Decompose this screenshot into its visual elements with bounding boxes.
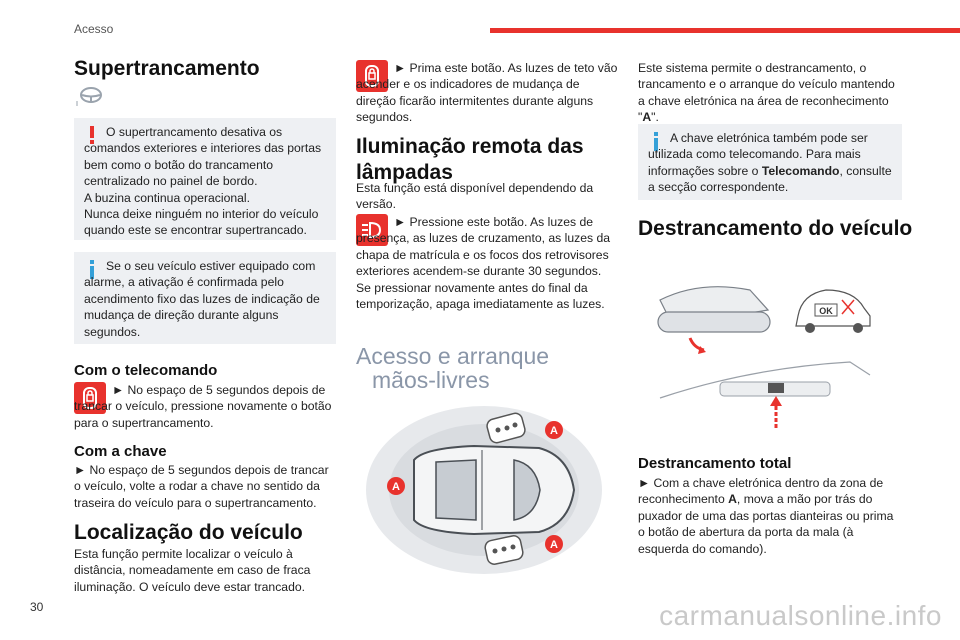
- sistema-text: Este sistema permite o destrancamento, o trancamento e o arranque do veículo mantendo a chave eletrónica na área de reconhecimento "A".: [638, 61, 895, 125]
- telecomando-text: ► No espaço de 5 segundos depois de trancar o veículo, pressione novamente o botão para o supertrancamento.: [74, 383, 332, 430]
- localizacao-text: Esta função permite localizar o veículo à distância, nomeadamente em caso de fraca iluminação. O veículo deve estar trancado.: [74, 547, 311, 594]
- car-zone-diagram: [364, 400, 604, 580]
- door-handle-illustration: [658, 287, 770, 354]
- iluminacao-intro: Esta função está disponível dependendo da versão.: [356, 181, 594, 212]
- iluminacao-heading: Iluminação remota das lâmpadas: [356, 135, 584, 184]
- ok-car-icon: [796, 290, 870, 333]
- warning-text: O supertrancamento desativa os comandos exteriores e interiores das portas bem como o botão do trancamento centralizado no painel de bordo. A buzina continua operacional. Nunca deixe ninguém no interior do veículo quando este se encontrar supertrancado.: [84, 125, 322, 238]
- info-telecomando-text: A chave eletrónica também pode ser utilizada como telecomando. Para mais informações sobre o Telecomando, consulte a secção correspondente.: [648, 131, 892, 195]
- destrancamento-heading: Destrancamento do veículo: [638, 217, 913, 240]
- info-box: [74, 252, 336, 344]
- steering-wheel-icon: [74, 84, 104, 108]
- running-header: Acesso: [74, 22, 114, 36]
- telecomando-heading: Com o telecomando: [74, 362, 218, 379]
- ok-label: OK: [819, 306, 833, 316]
- info-box-telecomando: [638, 124, 902, 200]
- unlock-illustration: [650, 250, 880, 440]
- chave-heading: Com a chave: [74, 443, 167, 460]
- prima-text: ► Prima este botão. As luzes de teto vão acender e os indicadores de mudança de direção ficarão intermitentes durante alguns segundos.: [356, 61, 618, 125]
- zone-label: A: [392, 481, 400, 493]
- chave-text: ► No espaço de 5 segundos depois de trancar o veículo, volte a rodar a chave no sentido da traseira do veículo para o supertrancamento.: [74, 463, 329, 510]
- iluminacao-text: ► Pressione este botão. As luzes de presença, as luzes de cruzamento, as luzes da chapa de matrícula e os focos dos retrovisores exteriores acendem-se durante 30 segundos. Se pressionar novamente antes do final da temporização, apaga imediatamente as luzes.: [356, 215, 611, 312]
- acesso-heading-line1: Acesso e arranque: [356, 343, 550, 369]
- destrancamento-total-heading: Destrancamento total: [638, 455, 792, 472]
- page-number: 30: [30, 600, 44, 614]
- destrancamento-total-text: ► Com a chave eletrónica dentro da zona de reconhecimento A, mova a mão por trás do puxador de uma das portas dianteiras ou prima o botão de abertura da porta da mala (à esquerda do comando).: [638, 476, 894, 556]
- watermark: carmanualsonline.info: [659, 600, 942, 631]
- header-accent-bar: [490, 28, 960, 33]
- warning-box: [74, 118, 336, 240]
- zone-label: A: [550, 539, 558, 551]
- tailgate-button-illustration: [660, 362, 870, 428]
- localizacao-heading: Localização do veículo: [74, 521, 303, 544]
- info-text: Se o seu veículo estiver equipado com alarme, a ativação é confirmada pelo acendimento fixo das luzes de indicação de mudança de direção durante alguns segundos.: [84, 259, 320, 339]
- supertrancamento-heading: Supertrancamento: [74, 57, 260, 80]
- acesso-heading-line2: mãos-livres: [372, 367, 490, 393]
- zone-label: A: [550, 425, 558, 437]
